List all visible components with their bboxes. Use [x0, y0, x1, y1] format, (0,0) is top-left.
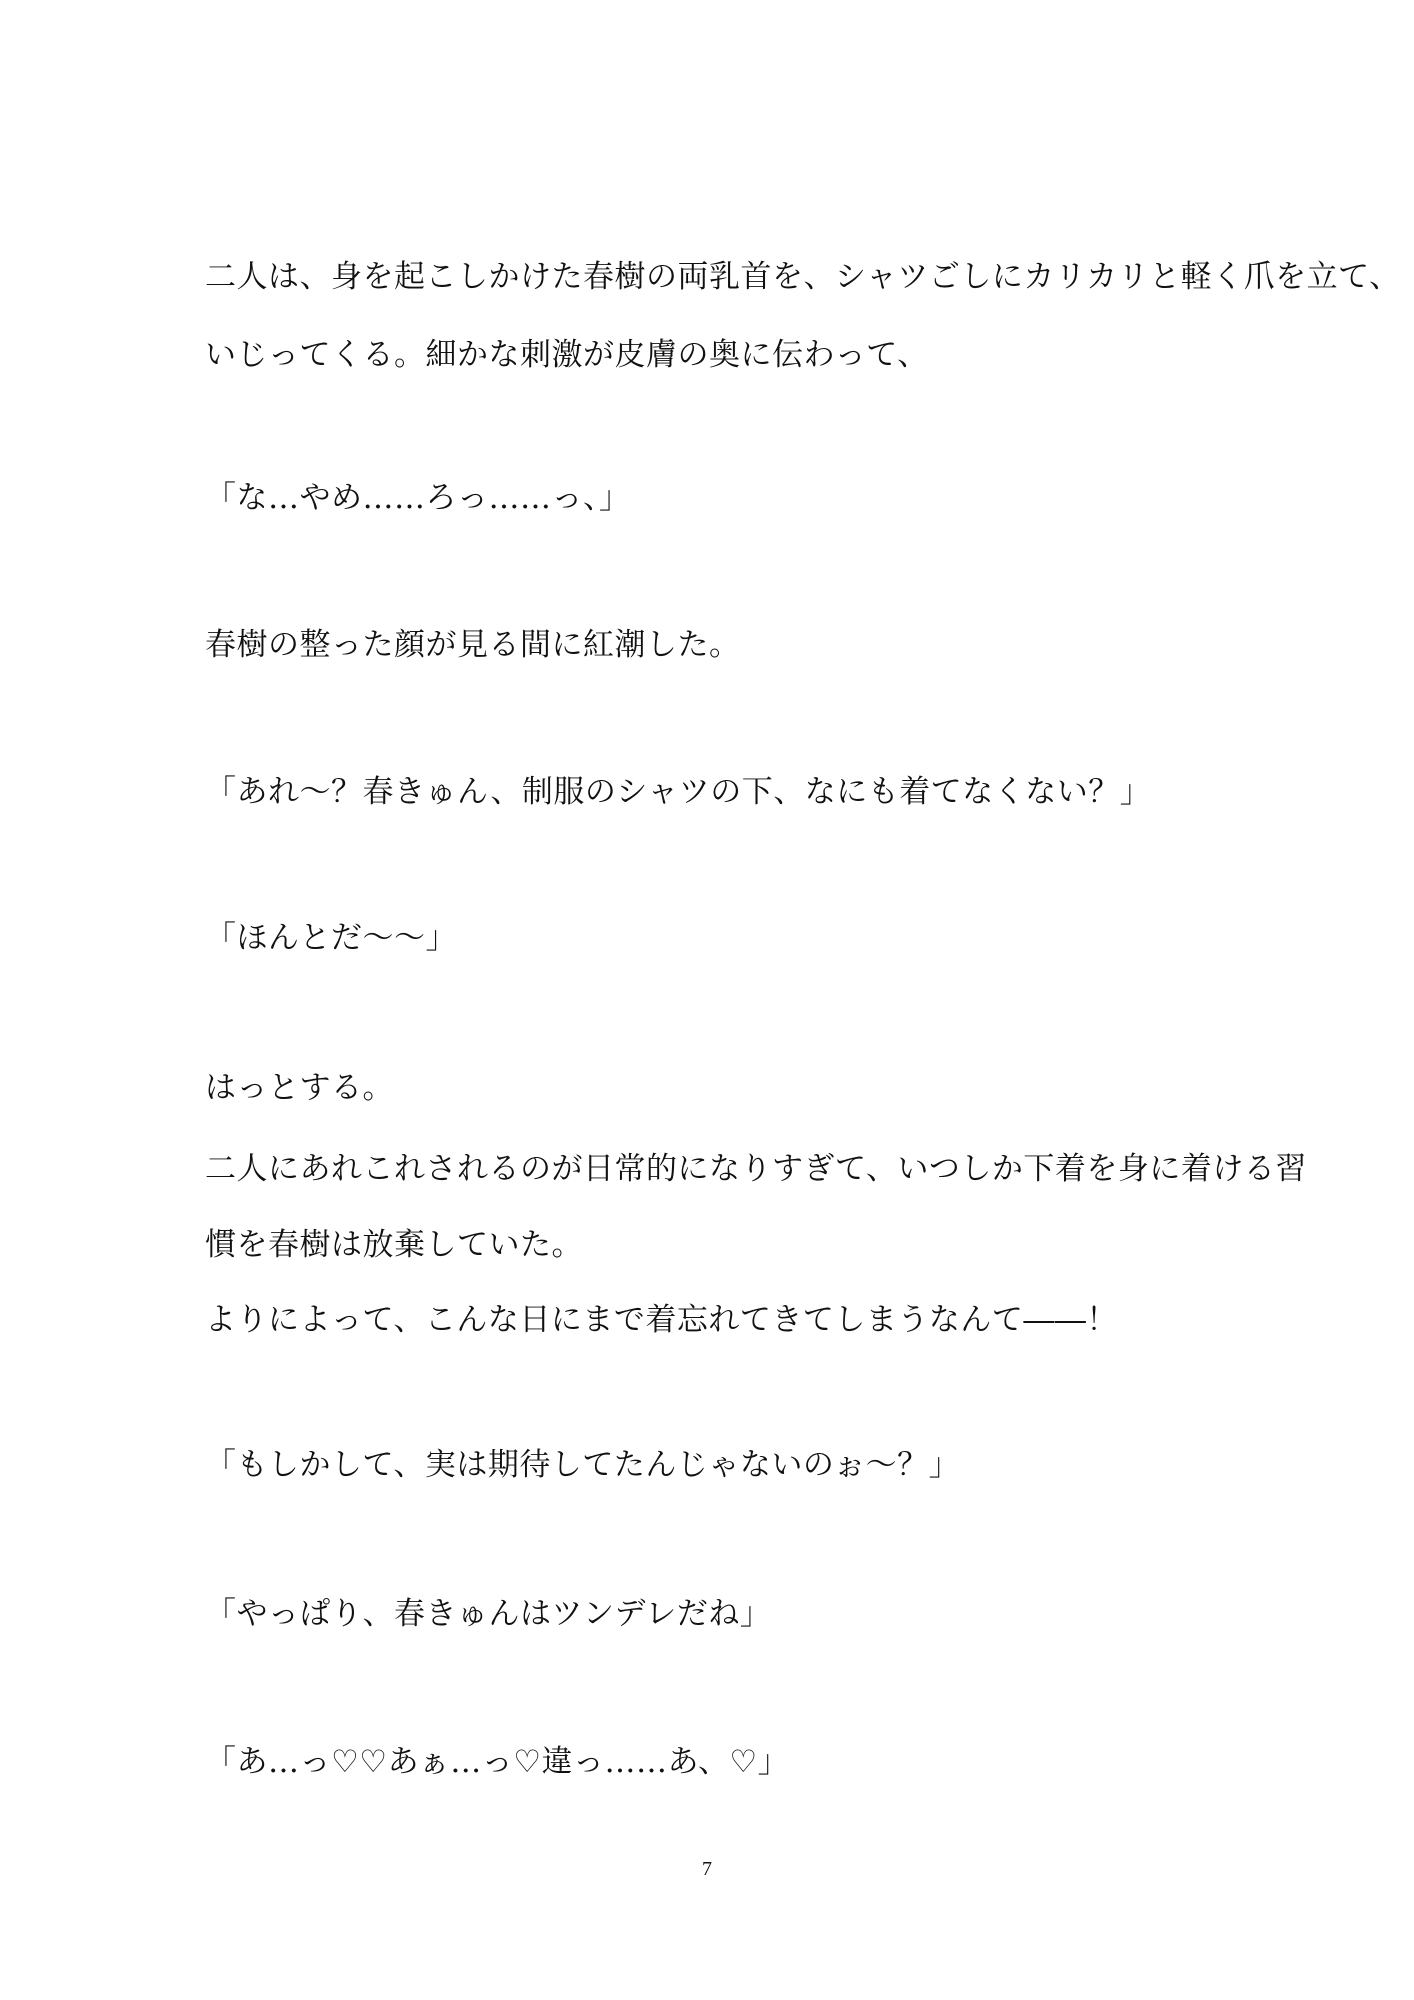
text-line: 「もしかして、実は期待してたんじゃないのぉ～？」	[205, 1447, 961, 1483]
text-line: いじってくる。細かな刺激が皮膚の奥に伝わって、	[205, 337, 929, 373]
text-line: 「あ…っ♡♡あぁ…っ♡違っ……あ、♡」	[205, 1744, 790, 1780]
text-line: 二人にあれこれされるのが日常的になりすぎて、いつしか下着を身に着ける習	[205, 1151, 1307, 1187]
text-line: よりによって、こんな日にまで着忘れてきてしまうなんて――！	[205, 1302, 1118, 1338]
text-line: 二人は、身を起こしかけた春樹の両乳首を、シャツごしにカリカリと軽く爪を立て、	[205, 259, 1401, 295]
text-line: 慣を春樹は放棄していた。	[205, 1227, 583, 1263]
text-line: はっとする。	[205, 1070, 394, 1106]
text-line: 「ほんとだ～～」	[205, 920, 457, 956]
text-line: 春樹の整った顔が見る間に紅潮した。	[205, 627, 741, 663]
text-line: 「な…やめ……ろっ……っ、」	[205, 480, 631, 516]
text-line: 「あれ～？春きゅん、制服のシャツの下、なにも着てなくない？」	[205, 774, 1152, 810]
text-line: 「やっぱり、春きゅんはツンデレだね」	[205, 1596, 772, 1632]
page-number: 7	[702, 1858, 712, 1880]
